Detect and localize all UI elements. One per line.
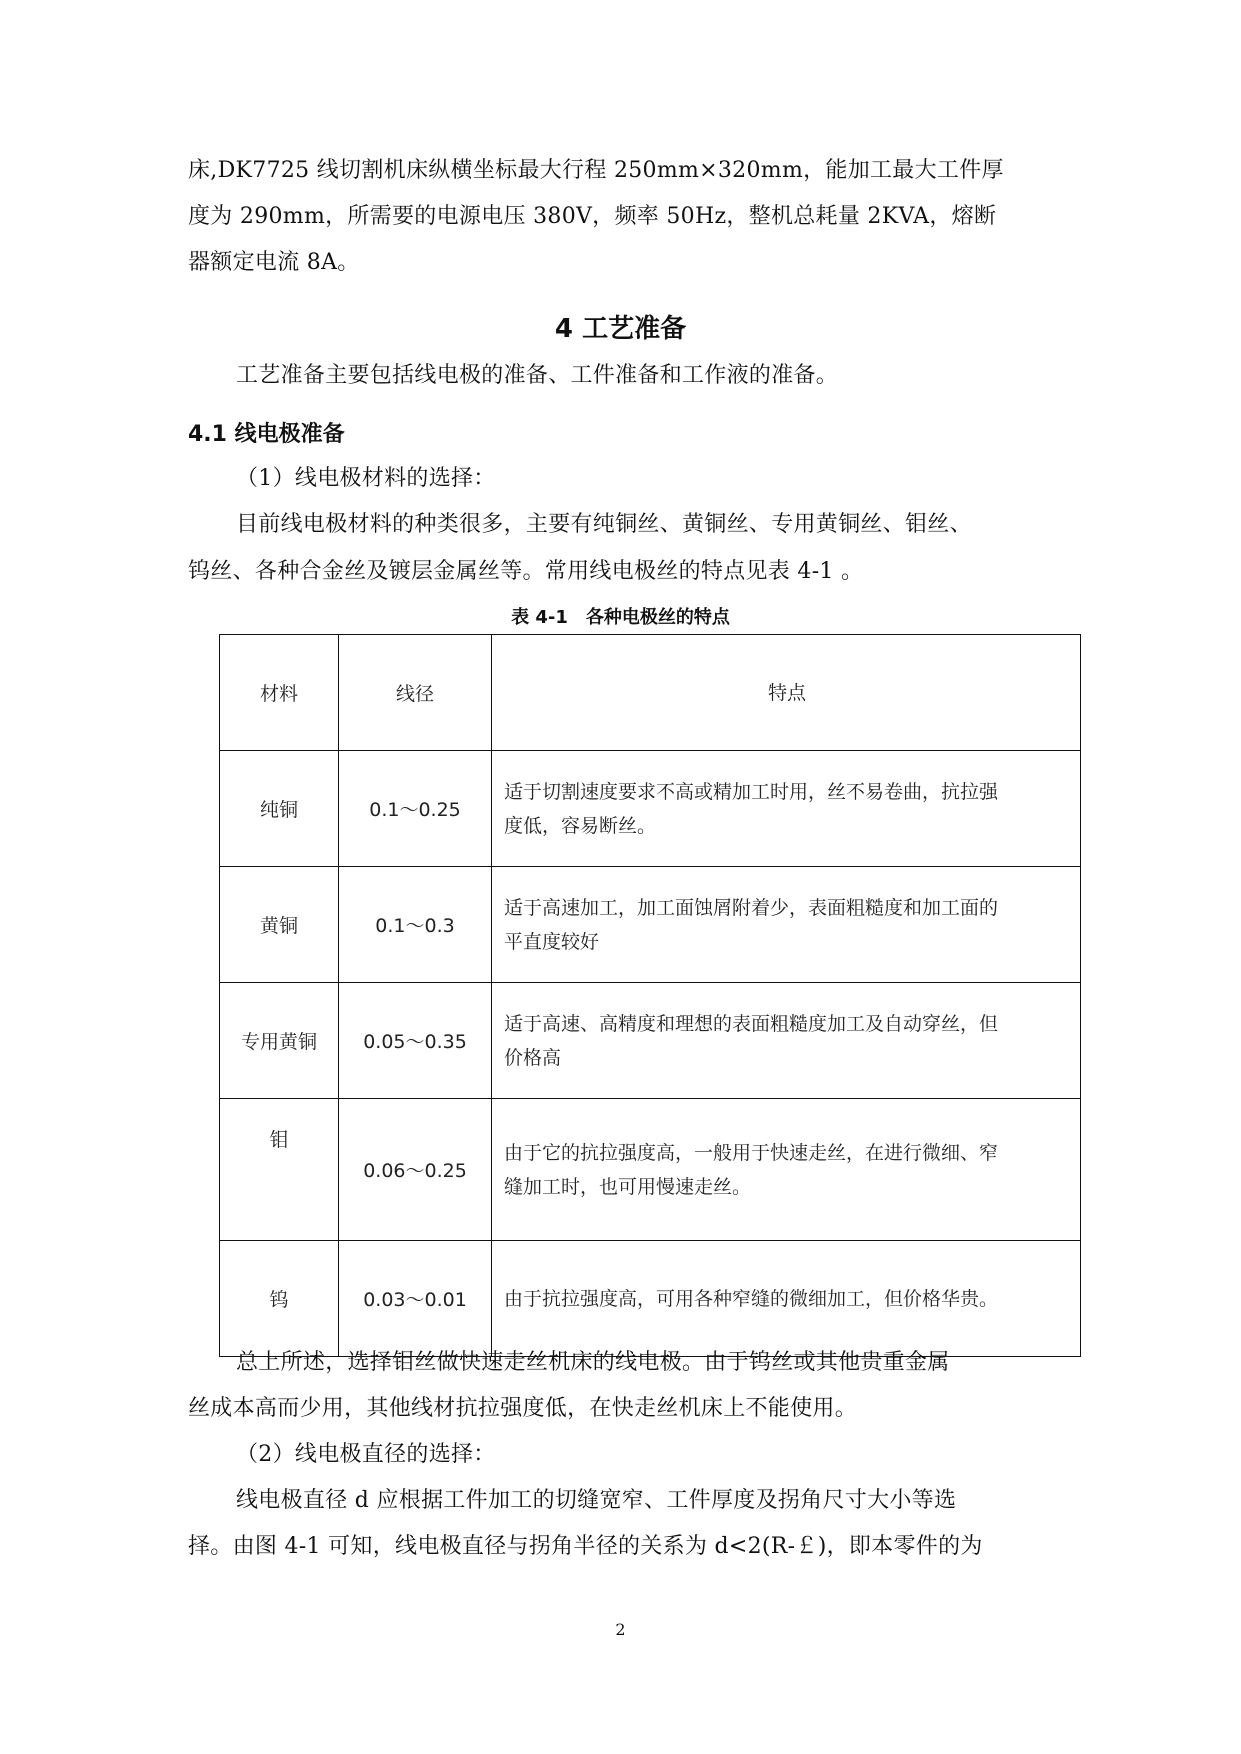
header-diameter: 线径 <box>339 635 492 751</box>
para-1-line-1: 目前线电极材料的种类很多，主要有纯铜丝、黄铜丝、专用黄铜丝、钼丝、 <box>236 512 972 537</box>
cell-material: 钨 <box>220 1241 339 1357</box>
table-row <box>220 983 1081 1099</box>
cell-material: 纯铜 <box>220 751 339 867</box>
cell-material: 钼 <box>220 1099 339 1241</box>
para-3-line-1: 线电极直径 d 应根据工件加工的切缝宽窄、工件厚度及拐角尺寸大小等选 <box>236 1488 957 1513</box>
para-1-line-2: 钨丝、各种合金丝及镀层金属丝等。常用线电极丝的特点见表 4-1 。 <box>188 559 864 584</box>
table-row <box>220 1099 1081 1241</box>
cell-feature <box>492 751 1081 867</box>
table-header-row <box>220 635 1081 751</box>
feature-line-2: 度低，容易断丝。 <box>504 814 657 837</box>
item-1-label: （1）线电极材料的选择： <box>236 466 496 491</box>
feature-line-1: 适于高速加工，加工面蚀屑附着少，表面粗糙度和加工面的 <box>504 896 999 919</box>
table-row <box>220 867 1081 983</box>
cell-feature <box>492 1241 1081 1357</box>
subsection-heading: 4.1 线电极准备 <box>188 422 345 447</box>
feature-line-2: 缝加工时，也可用慢速走丝。 <box>504 1175 752 1198</box>
cell-feature <box>492 1099 1081 1241</box>
para-2-line-1: 总上所述，选择钼丝做快速走丝机床的线电极。由于钨丝或其他贵重金属 <box>236 1350 950 1375</box>
section-intro: 工艺准备主要包括线电极的准备、工件准备和工作液的准备。 <box>236 363 839 388</box>
cell-material: 黄铜 <box>220 867 339 983</box>
cell-diameter: 0.1～0.3 <box>339 867 492 983</box>
cell-diameter: 0.05～0.35 <box>339 983 492 1099</box>
item-2-label: （2）线电极直径的选择： <box>236 1442 496 1467</box>
feature-line-2: 平直度较好 <box>504 930 600 953</box>
intro-line-3: 器额定电流 8A。 <box>188 250 360 275</box>
cell-feature <box>492 867 1081 983</box>
electrode-wire-table <box>219 634 1081 1357</box>
intro-line-2: 度为 290mm，所需要的电源电压 380V，频率 50Hz，整机总耗量 2KVA，熔断 <box>188 204 997 229</box>
feature-line-1: 由于它的抗拉强度高，一般用于快速走丝，在进行微细、窄 <box>504 1141 999 1164</box>
table-caption: 表 4-1 各种电极丝的特点 <box>511 607 730 628</box>
feature-line-2: 价格高 <box>504 1046 562 1069</box>
feature-line-1: 由于抗拉强度高，可用各种窄缝的微细加工，但价格华贵。 <box>504 1287 999 1310</box>
cell-diameter: 0.03～0.01 <box>339 1241 492 1357</box>
table-row <box>220 751 1081 867</box>
cell-diameter: 0.1～0.25 <box>339 751 492 867</box>
cell-material: 专用黄铜 <box>220 983 339 1099</box>
header-feature: 特点 <box>492 635 1081 751</box>
feature-line-1: 适于切割速度要求不高或精加工时用，丝不易卷曲，抗拉强 <box>504 780 999 803</box>
header-material: 材料 <box>220 635 339 751</box>
para-2-line-2: 丝成本高而少用，其他线材抗拉强度低，在快走丝机床上不能使用。 <box>188 1396 858 1421</box>
table-row <box>220 1241 1081 1357</box>
cell-diameter: 0.06～0.25 <box>339 1099 492 1241</box>
page-number: 2 <box>615 1620 626 1639</box>
intro-line-1: 床,DK7725 线切割机床纵横坐标最大行程 250mm×320mm，能加工最大工件厚 <box>188 158 1004 183</box>
section-heading: 4 工艺准备 <box>554 314 687 344</box>
para-3-line-2: 择。由图 4-1 可知，线电极直径与拐角半径的关系为 d<2(R-￡)，即本零件的为 <box>188 1534 983 1559</box>
cell-feature <box>492 983 1081 1099</box>
feature-line-1: 适于高速、高精度和理想的表面粗糙度加工及自动穿丝，但 <box>504 1012 999 1035</box>
